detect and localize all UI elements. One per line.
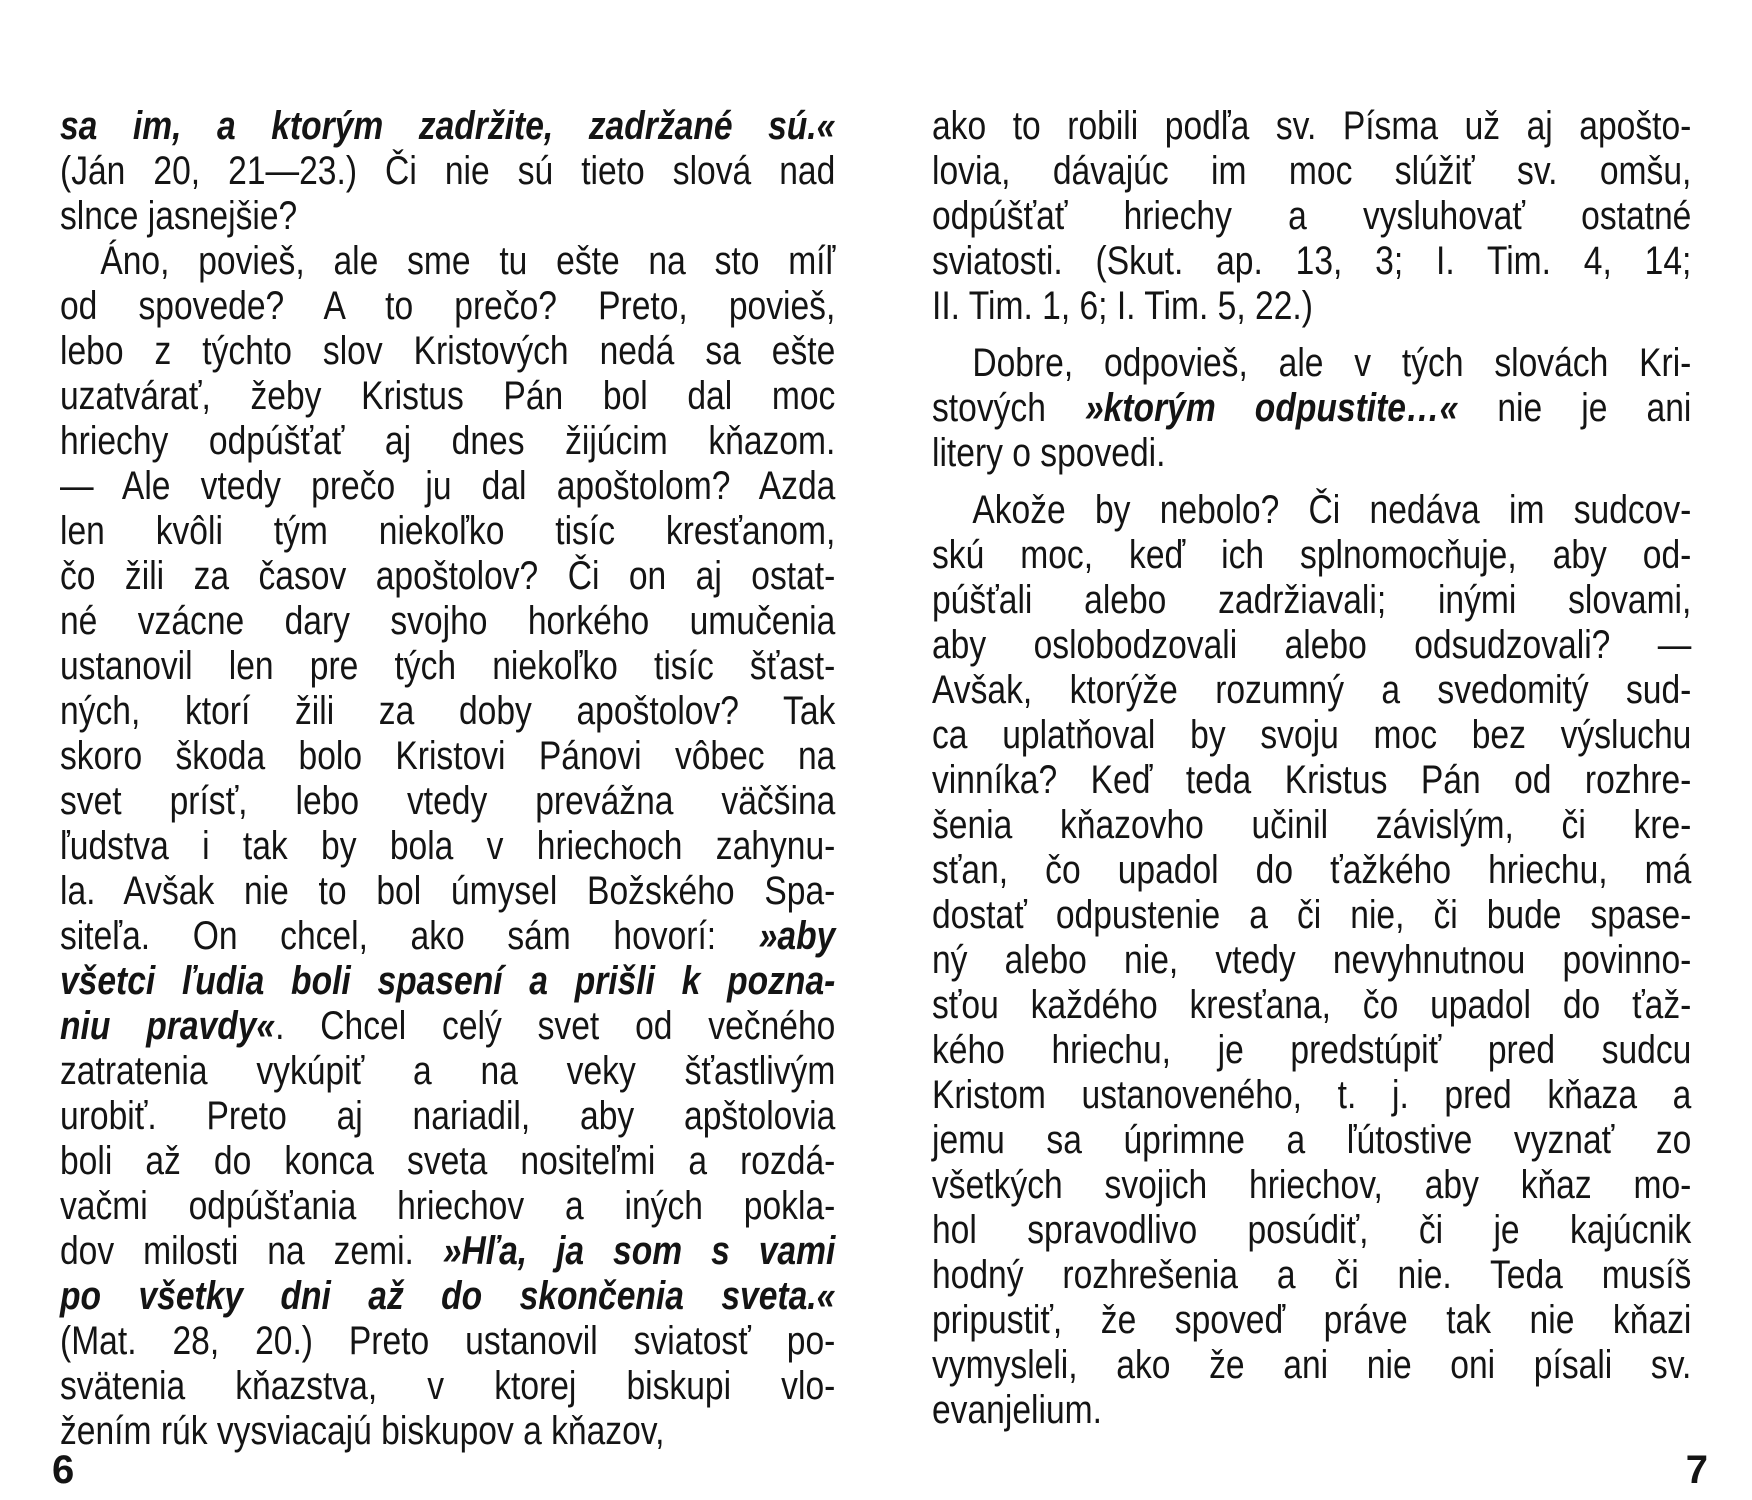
right-paragraph-2 [932,341,1691,476]
text-segment: od spovede? A to prečo? Preto, povieš, [60,284,836,328]
text-segment: lovia, dávajúc im moc slúžiť sv. omšu, [932,149,1692,193]
text-line [932,386,1691,431]
text-line [60,1139,835,1184]
text-segment: (Ján 20, 21—23.) Či nie sú tieto slová nad [60,149,836,193]
right-paragraph-3 [932,488,1691,1433]
text-line [932,713,1691,758]
text-line [60,1004,835,1049]
text-segment: sviatosti. (Skut. ap. 13, 3; I. Tim. 4, 14; [932,239,1692,283]
text-segment: Avšak, ktorýže rozumný a svedomitý sud- [932,668,1692,712]
text-line [932,938,1691,983]
text-segment: vymysleli, ako že ani nie oni písali sv. [932,1343,1692,1387]
text-line [932,848,1691,893]
text-line [932,1298,1691,1343]
text-line [932,893,1691,938]
text-line [932,194,1691,239]
text-line [932,1118,1691,1163]
text-segment: Áno, povieš, ale sme tu ešte na sto míľ [100,239,836,283]
text-segment: dostať odpustenie a či nie, či bude spase- [932,893,1692,937]
text-line [60,1319,835,1364]
text-segment: Akože by nebolo? Či nedáva im sudcov- [972,488,1692,532]
text-segment: aby oslobodzovali alebo odsudzovali? — [932,623,1692,667]
text-line [60,1184,835,1229]
text-line [932,239,1691,284]
text-line [60,239,835,284]
text-segment: len kvôli tým niekoľko tisíc kresťanom, [60,509,836,553]
text-segment: čo žili za časov apoštolov? Či on aj ostat- [60,554,836,598]
text-segment: šenia kňazovho učinil závislým, či kre- [932,803,1692,847]
text-segment: všetkých svojich hriechov, aby kňaz mo- [932,1163,1692,1207]
text-segment: hriechy odpúšťať aj dnes žijúcim kňazom. [60,419,836,463]
text-segment: kého hriechu, je predstúpiť pred sudcu [932,1028,1692,1072]
left-paragraph-1 [60,104,835,239]
text-segment: siteľa. On chcel, ako sám hovorí: [60,914,759,958]
text-segment: dov milosti na zemi. [60,1229,443,1273]
italic-quote: »ktorým odpustite…« [1084,386,1459,430]
text-line [60,644,835,689]
italic-quote: »aby [758,914,836,958]
text-line [932,533,1691,578]
text-segment: sťan, čo upadol do ťažkého hriechu, má [932,848,1692,892]
text-line [932,488,1691,533]
text-line [60,959,835,1004]
text-line [60,509,835,554]
text-segment: ca uplatňoval by svoju moc bez výsluchu [932,713,1692,757]
text-line [60,554,835,599]
text-line [932,284,1691,329]
left-text-column [60,104,835,1454]
text-segment: hol spravodlivo posúdiť, či je kajúcnik [932,1208,1692,1252]
text-segment: ľudstva i tak by bola v hriechoch zahynu- [60,824,836,868]
text-segment: uzatvárať, žeby Kristus Pán bol dal moc [60,374,836,418]
text-line [60,149,835,194]
page-number-left: 6 [52,1448,75,1492]
text-line [60,779,835,824]
text-segment: skoro škoda bolo Kristovi Pánovi vôbec na [60,734,836,778]
text-line [60,1049,835,1094]
text-segment: jemu sa úprimne a ľútostive vyznať zo [932,1118,1692,1162]
text-segment: hodný rozhrešenia a či nie. Teda musíš [932,1253,1692,1297]
text-line [60,1409,835,1454]
text-line [932,623,1691,668]
right-paragraph-1 [932,104,1691,329]
text-line [60,599,835,644]
text-line [60,329,835,374]
text-line [932,104,1691,149]
text-segment: svätenia kňazstva, v ktorej biskupi vlo- [60,1364,836,1408]
text-segment: svet prísť, lebo vtedy prevážna väčšina [60,779,836,823]
text-line [932,1343,1691,1388]
text-line [60,419,835,464]
text-line [60,284,835,329]
text-segment: sťou každého kresťana, čo upadol do ťaž- [932,983,1692,1027]
text-segment: Kristom ustanoveného, t. j. pred kňaza a [932,1073,1692,1117]
text-line [932,1388,1691,1433]
text-line [932,578,1691,623]
text-segment: nie je ani [1458,386,1692,430]
text-line [932,758,1691,803]
text-segment: evanjelium. [932,1388,1102,1432]
text-segment: skú moc, keď ich splnomocňuje, aby od- [932,533,1692,577]
text-segment: boli až do konca sveta nositeľmi a rozdá- [60,1139,836,1183]
text-line [932,341,1691,386]
text-segment: slnce jasnejšie? [60,194,298,238]
text-segment: púšťali alebo zadržiavali; inými slovami, [932,578,1692,622]
text-line [60,869,835,914]
text-segment: ný alebo nie, vtedy nevyhnutnou povinno- [932,938,1692,982]
text-line [932,983,1691,1028]
text-segment: žením rúk vysviacajú biskupov a kňazov, [60,1409,665,1453]
italic-quote: »Hľa, ja som s vami [442,1229,836,1273]
text-line [932,1028,1691,1073]
text-segment: lebo z týchto slov Kristových nedá sa ešte [60,329,836,373]
text-segment: odpúšťať hriechy a vysluhovať ostatné [932,194,1692,238]
text-line [60,824,835,869]
page-number-right: 7 [1685,1448,1708,1492]
text-segment: ustanovil len pre tých niekoľko tisíc šťast- [60,644,836,688]
text-line [60,689,835,734]
text-segment: ných, ktorí žili za doby apoštolov? Tak [60,689,836,733]
text-segment: Dobre, odpovieš, ale v tých slovách Kri- [972,341,1692,385]
text-line [60,1364,835,1409]
text-segment: — Ale vtedy prečo ju dal apoštolom? Azda [60,464,836,508]
text-line [932,1163,1691,1208]
text-segment: litery o spovedi. [932,431,1166,475]
text-segment: II. Tim. 1, 6; I. Tim. 5, 22.) [932,284,1313,328]
text-line [932,431,1691,476]
text-line [932,1208,1691,1253]
text-segment: zatratenia vykúpiť a na veky šťastlivým [60,1049,836,1093]
italic-quote: sa im, a ktorým zadržite, zadržané sú.« [60,104,836,148]
text-segment: la. Avšak nie to bol úmysel Božského Spa- [60,869,836,913]
text-segment: né vzácne dary svojho horkého umučenia [60,599,836,643]
text-line [60,1274,835,1319]
text-segment: vinníka? Keď teda Kristus Pán od rozhre- [932,758,1692,802]
text-segment: (Mat. 28, 20.) Preto ustanovil sviatosť po- [60,1319,836,1363]
text-line [932,1073,1691,1118]
text-line [60,734,835,779]
right-page [876,0,1752,1500]
text-segment: pripustiť, že spoveď práve tak nie kňazi [932,1298,1692,1342]
text-line [932,668,1691,713]
text-line [60,194,835,239]
text-segment: stových [932,386,1085,430]
text-segment: urobiť. Preto aj nariadil, aby apštolovia [60,1094,836,1138]
italic-quote: po všetky dni až do skončenia sveta.« [60,1274,836,1318]
right-text-column [932,104,1691,1433]
text-segment: . Chcel celý svet od večného [275,1004,836,1048]
left-paragraph-2 [60,239,835,1454]
text-line [60,1094,835,1139]
text-segment: ako to robili podľa sv. Písma už aj apošto- [932,104,1692,148]
text-line [60,104,835,149]
text-line [60,1229,835,1274]
text-line [60,914,835,959]
text-line [932,803,1691,848]
text-line [932,149,1691,194]
text-line [60,374,835,419]
text-segment: vačmi odpúšťania hriechov a iných pokla- [60,1184,836,1228]
text-line [932,1253,1691,1298]
text-line [60,464,835,509]
italic-quote: niu pravdy« [60,1004,276,1048]
italic-quote: všetci ľudia boli spasení a prišli k pozna- [60,959,836,1003]
